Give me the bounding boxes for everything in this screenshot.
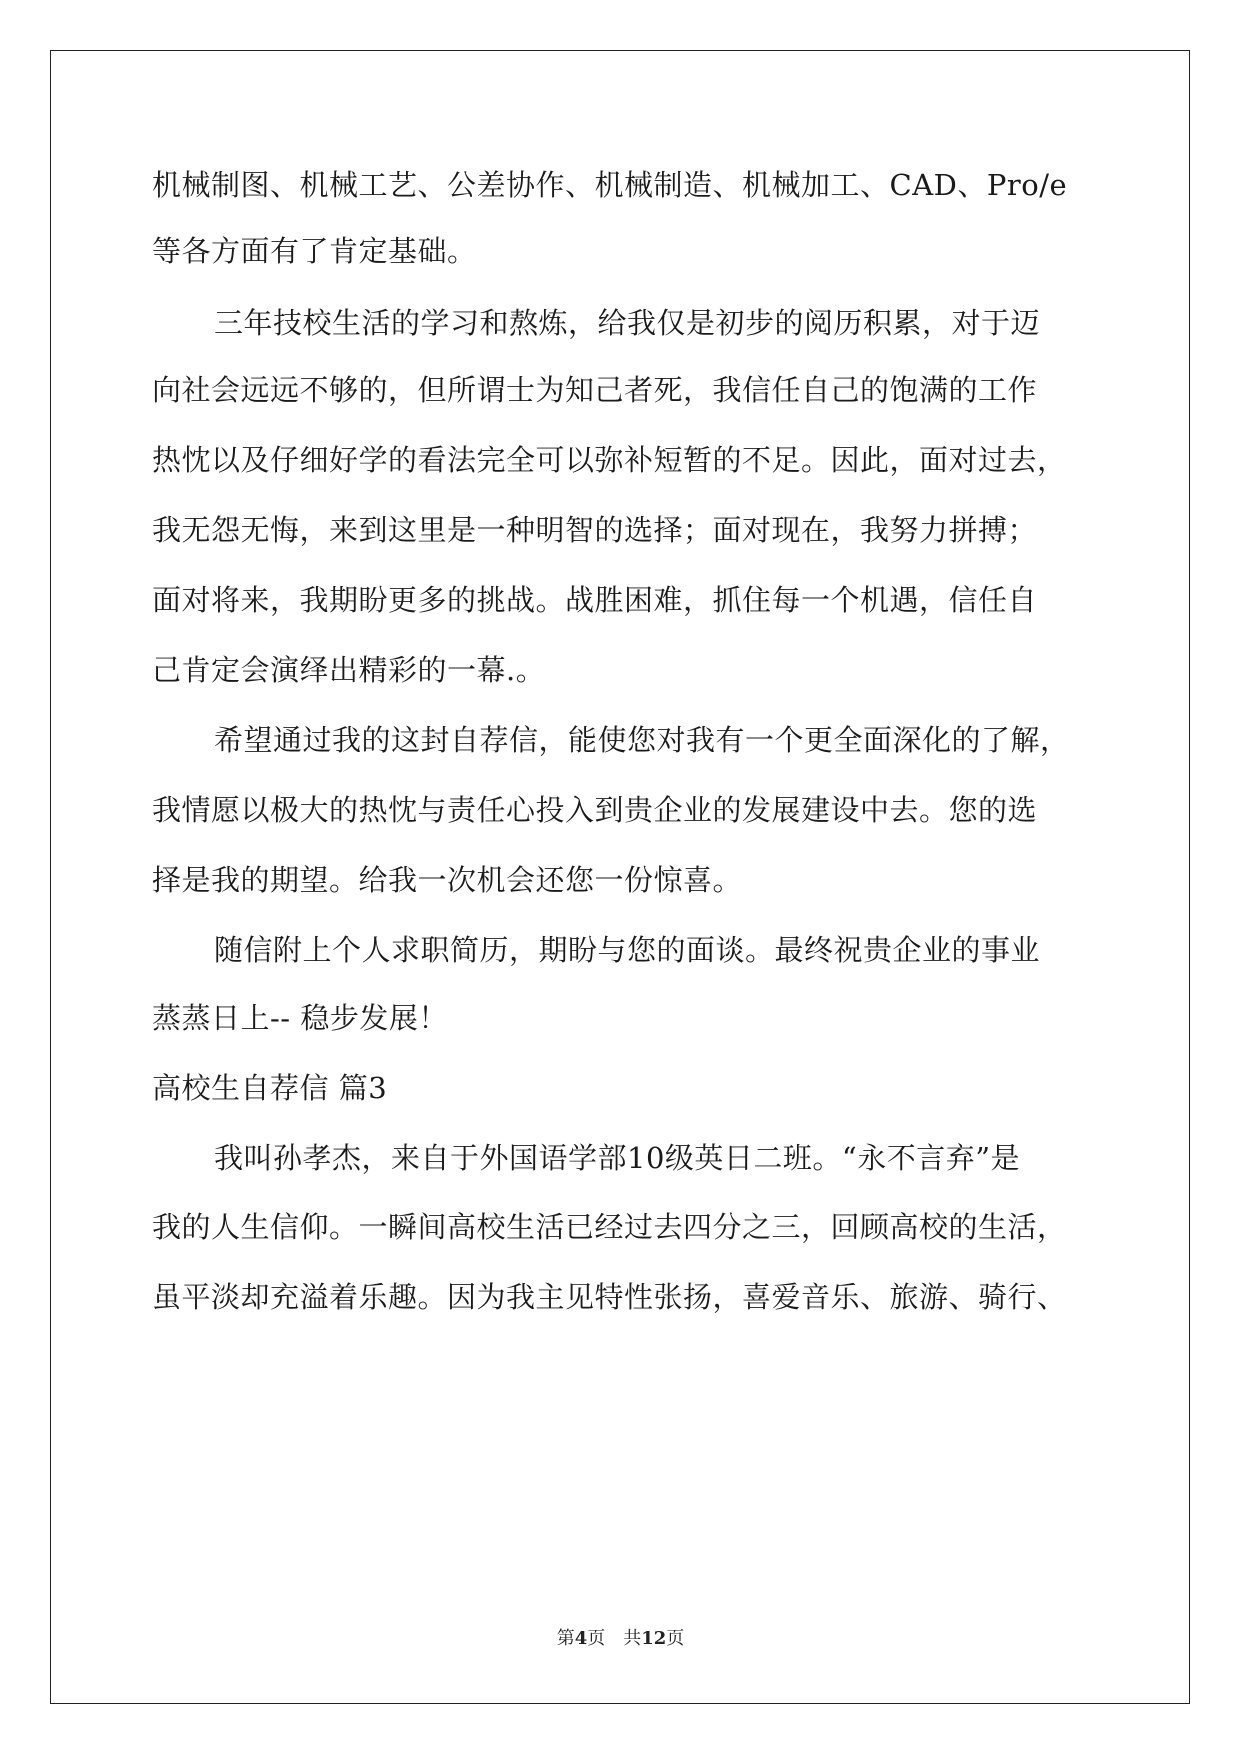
text-line: 向社会远远不够的，但所谓士为知己者死，我信任自己的饱满的工作	[152, 373, 1038, 407]
text-line: 虽平淡却充溢着乐趣。因为我主见特性张扬，喜爱音乐、旅游、骑行、	[152, 1280, 1067, 1314]
total-pages: 12	[641, 1628, 667, 1649]
page-footer	[0, 1624, 1241, 1650]
section-heading: 高校生自荐信 篇3	[152, 1071, 388, 1105]
text-line: 三年技校生活的学习和熬炼，给我仅是初步的阅历积累，对于迈	[214, 306, 1041, 340]
text-line: 我叫孙孝杰，来自于外国语学部10级英日二班。“永不言弃”是	[214, 1141, 1021, 1175]
text-line: 择是我的期望。给我一次机会还您一份惊喜。	[152, 863, 743, 897]
footer-total-suffix: 页	[666, 1628, 685, 1649]
text-line: 己肯定会演绎出精彩的一幕.。	[152, 653, 546, 687]
text-line: 我情愿以极大的热忱与责任心投入到贵企业的发展建设中去。您的选	[152, 793, 1038, 827]
page-number: 4	[574, 1628, 588, 1649]
text-line: 蒸蒸日上-- 稳步发展！	[152, 1001, 448, 1035]
text-line: 随信附上个人求职简历，期盼与您的面谈。最终祝贵企业的事业	[214, 933, 1041, 967]
text-line: 等各方面有了肯定基础。	[152, 234, 477, 268]
footer-prefix: 第	[556, 1628, 575, 1649]
text-line: 热忱以及仔细好学的看法完全可以弥补短暂的不足。因此，面对过去，	[152, 443, 1067, 477]
text-line: 我无怨无悔，来到这里是一种明智的选择；面对现在，我努力拼搏；	[152, 513, 1038, 547]
text-line: 机械制图、机械工艺、公差协作、机械制造、机械加工、CAD、Pro/e	[152, 168, 1068, 202]
text-line: 希望通过我的这封自荐信，能使您对我有一个更全面深化的了解，	[214, 723, 1070, 757]
text-line: 面对将来，我期盼更多的挑战。战胜困难，抓住每一个机遇，信任自	[152, 583, 1038, 617]
footer-total-prefix: 共	[623, 1628, 642, 1649]
footer-page-suffix: 页	[587, 1628, 606, 1649]
text-line: 我的人生信仰。一瞬间高校生活已经过去四分之三，回顾高校的生活，	[152, 1210, 1067, 1244]
